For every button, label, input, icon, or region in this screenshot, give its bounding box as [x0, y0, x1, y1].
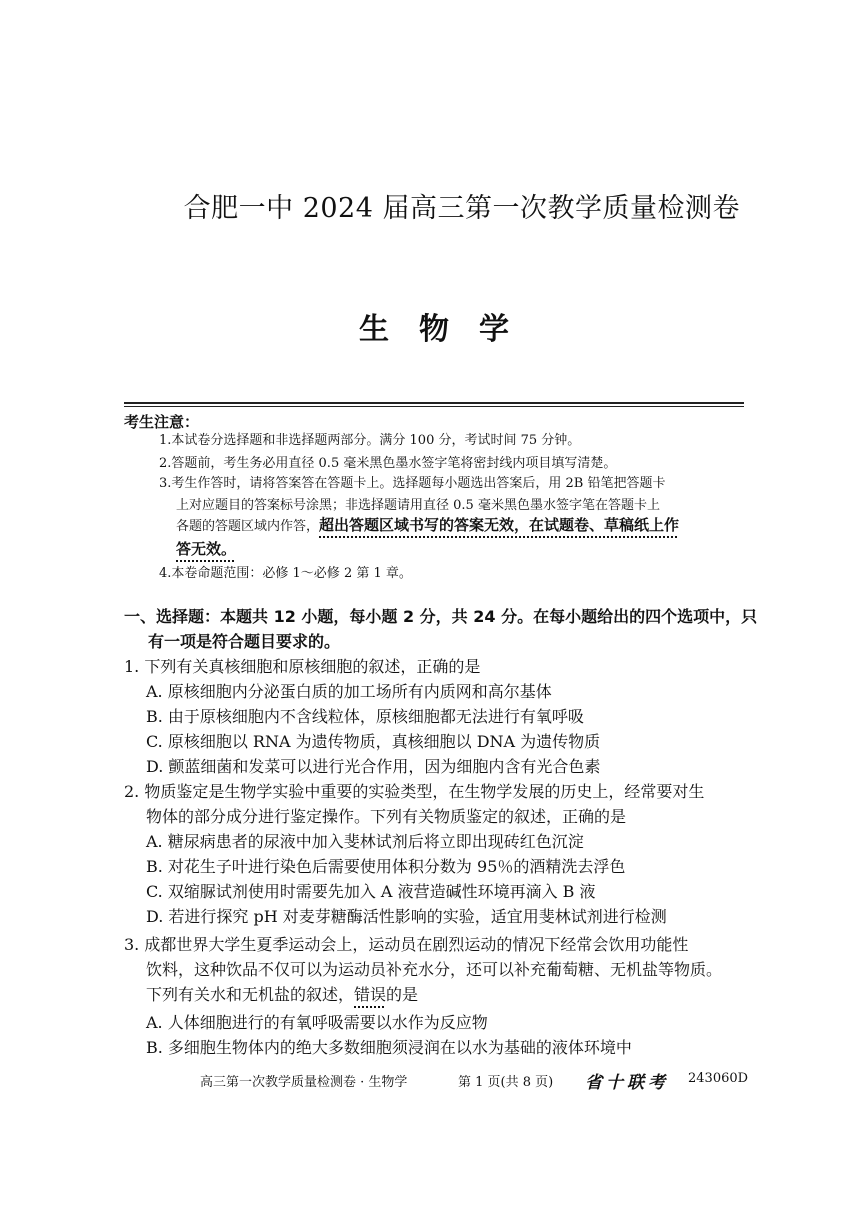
question-3-stem-text: 下列有关水和无机盐的叙述， — [146, 985, 355, 1004]
section-heading-continued: 有一项是符合题目要求的。 — [148, 632, 341, 651]
notice-item-3-emphasis-end: 答无效。 — [176, 540, 237, 558]
question-2-stem: 2. 物质鉴定是生物学实验中重要的实验类型，在生物学发展的历史上，经常要对生 — [124, 782, 705, 801]
section-heading: 一、选择题：本题共 12 小题，每小题 2 分，共 24 分。在每小题给出的四个选项中，只 — [124, 607, 758, 626]
question-1-option-d: D. 颤蓝细菌和发菜可以进行光合作用，因为细胞内含有光合色素 — [146, 757, 601, 776]
notice-item-3-plain-text: 各题的答题区域内作答， — [176, 519, 320, 534]
divider-thick — [124, 402, 744, 404]
divider-thin — [124, 406, 744, 407]
question-1-option-c: C. 原核细胞以 RNA 为遗传物质，真核细胞以 DNA 为遗传物质 — [146, 732, 601, 751]
footer-page-number: 第 1 页(共 8 页) — [458, 1075, 554, 1090]
notice-item-3-line-2: 上对应题目的答案标号涂黑；非选择题请用直径 0.5 毫米黑色墨水签字笔在答题卡上 — [176, 498, 660, 513]
footer-exam-label: 高三第一次教学质量检测卷 · 生物学 — [200, 1075, 408, 1090]
question-3-stem-end — [146, 982, 418, 1007]
question-2-stem-continued: 物体的部分成分进行鉴定操作。下列有关物质鉴定的叙述，正确的是 — [146, 807, 627, 826]
question-1-option-a: A. 原核细胞内分泌蛋白质的加工场所有内质网和高尔基体 — [146, 682, 552, 701]
notice-item-4: 4.本卷命题范围：必修 1～必修 2 第 1 章。 — [159, 566, 412, 581]
notice-item-2: 2.答题前，考生务必用直径 0.5 毫米黑色墨水签字笔将密封线内项目填写清楚。 — [159, 456, 617, 471]
question-3-option-b: B. 多细胞生物体内的绝大多数细胞须浸润在以水为基础的液体环境中 — [146, 1038, 632, 1057]
footer-brand-logo: 省十联考 — [585, 1073, 669, 1093]
notice-item-3-line-1: 3.考生作答时，请将答案答在答题卡上。选择题每小题选出答案后，用 2B 铅笔把答题卡 — [159, 476, 666, 491]
subject-title: 生物学 — [359, 312, 539, 347]
question-1-stem: 1. 下列有关真核细胞和原核细胞的叙述，正确的是 — [124, 657, 481, 676]
notice-heading: 考生注意： — [124, 413, 200, 431]
exam-title: 合肥一中 2024 届高三第一次教学质量检测卷 — [183, 193, 740, 224]
question-3-stem: 3. 成都世界大学生夏季运动会上，运动员在剧烈运动的情况下经常会饮用功能性 — [124, 935, 689, 954]
notice-item-3-line-3 — [176, 514, 679, 537]
notice-item-3-emphasis: 超出答题区域书写的答案无效，在试题卷、草稿纸上作 — [319, 516, 680, 534]
question-3-option-a: A. 人体细胞进行的有氧呼吸需要以水作为反应物 — [146, 1013, 488, 1032]
question-2-option-d: D. 若进行探究 pH 对麦芽糖酶活性影响的实验，适宜用斐林试剂进行检测 — [146, 907, 667, 926]
question-2-option-b: B. 对花生子叶进行染色后需要使用体积分数为 95％的酒精洗去浮色 — [146, 857, 626, 876]
question-1-option-b: B. 由于原核细胞内不含线粒体，原核细胞都无法进行有氧呼吸 — [146, 707, 584, 726]
notice-item-1: 1.本试卷分选择题和非选择题两部分。满分 100 分，考试时间 75 分钟。 — [159, 433, 581, 448]
question-3-stem-continued: 饮料，这种饮品不仅可以为运动员补充水分，还可以补充葡萄糖、无机盐等物质。 — [146, 960, 723, 979]
footer-code: 243060D — [688, 1071, 749, 1086]
question-2-option-a: A. 糖尿病患者的尿液中加入斐林试剂后将立即出现砖红色沉淀 — [146, 832, 584, 851]
question-3-emphasis: 错误 — [354, 985, 387, 1004]
question-2-option-c: C. 双缩脲试剂使用时需要先加入 A 液营造碱性环境再滴入 B 液 — [146, 882, 596, 901]
question-3-stem-tail: 的是 — [386, 985, 419, 1004]
